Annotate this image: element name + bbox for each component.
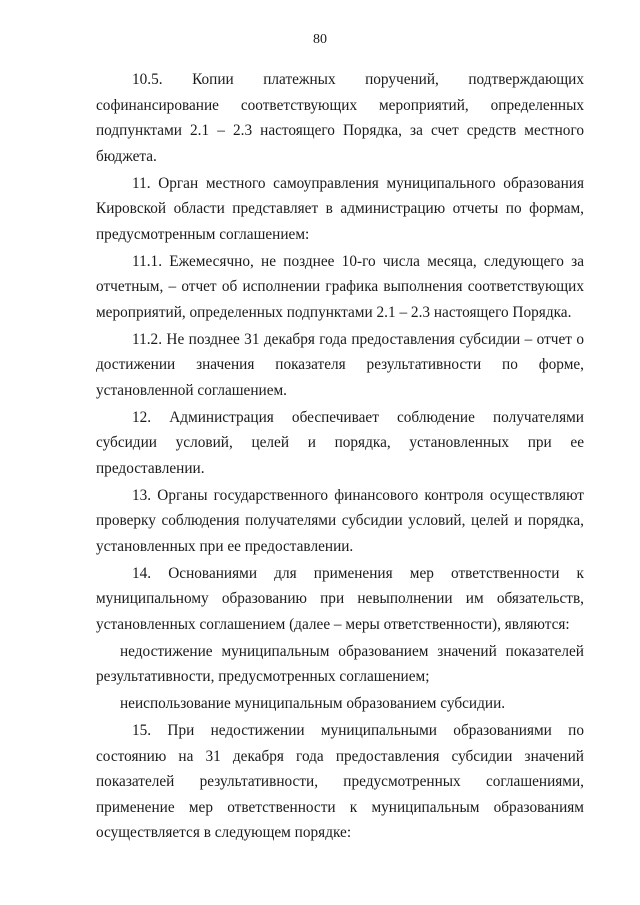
paragraph-14: 14. Основаниями для применения мер ответственности к муниципальному образованию при невыполнении им обязательств, установленных соглашением (далее – меры ответственности), являются: bbox=[96, 564, 584, 633]
paragraph-14-item-2: неиспользование муниципальным образованием субсидии. bbox=[120, 695, 506, 712]
paragraph-10-5: 10.5. Копии платежных поручений, подтверждающих софинансирование соответствующих мероприятий, определенных подпунктами 2.1 – 2.3 настоящего Порядка, за счет средств местного бюджета. bbox=[96, 71, 584, 165]
page-number: 80 bbox=[313, 32, 327, 47]
document-body bbox=[96, 67, 584, 847]
paragraph-13: 13. Органы государственного финансового контроля осуществляют проверку соблюдения получателями субсидии условий, целей и порядка, установленных при ее предоставлении. bbox=[96, 486, 584, 555]
paragraph-11-1: 11.1. Ежемесячно, не позднее 10-го числа месяца, следующего за отчетным, – отчет об исполнении графика выполнения соответствующих мероприятий, определенных подпунктами 2.1 – 2.3 настоящего Порядка. bbox=[96, 252, 584, 321]
paragraph-15: 15. При недостижении муниципальными образованиями по состоянию на 31 декабря года предоставления субсидии значений показателей результативности, предусмотренных соглашениями, применение мер ответственности к муниципальным образованиям осуществляется в следующем порядке: bbox=[96, 722, 584, 841]
paragraph-14-item-1: недостижение муниципальным образованием значений показателей результативности, предусмотренных соглашением; bbox=[96, 642, 584, 685]
paragraph-11-2: 11.2. Не позднее 31 декабря года предоставления субсидии – отчет о достижении значения показателя результативности по форме, установленной соглашением. bbox=[96, 330, 584, 399]
paragraph-11: 11. Орган местного самоуправления муниципального образования Кировской области представляет в администрацию отчеты по формам, предусмотренным соглашением: bbox=[96, 174, 584, 243]
paragraph-12: 12. Администрация обеспечивает соблюдение получателями субсидии условий, целей и порядка, установленных при ее предоставлении. bbox=[96, 408, 584, 477]
